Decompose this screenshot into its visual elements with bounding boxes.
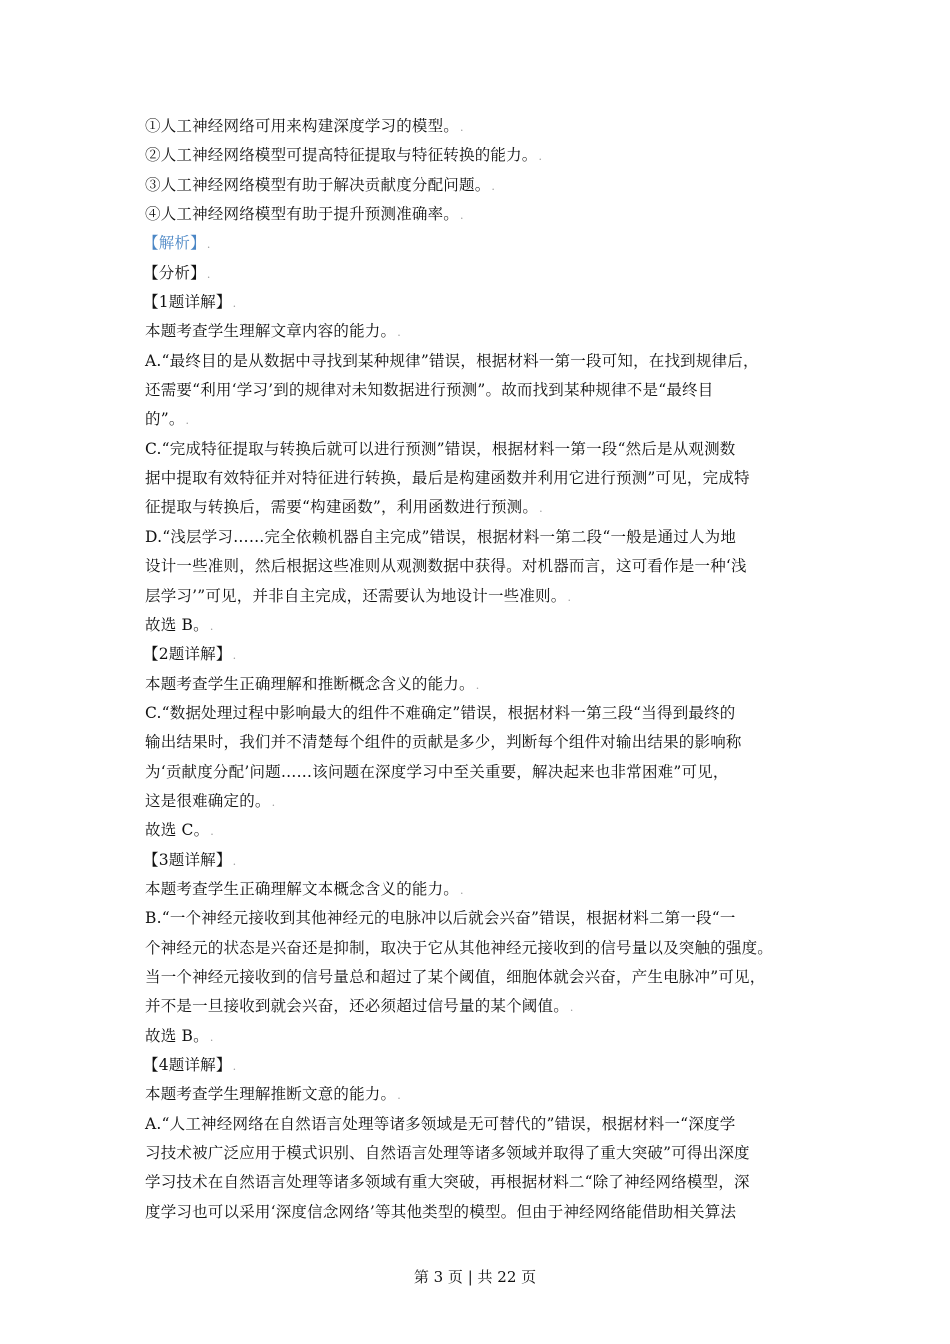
paragraph-mark: . — [209, 1030, 214, 1044]
text-line — [145, 1110, 825, 1139]
paragraph-mark: . — [475, 678, 480, 692]
text-line — [145, 112, 825, 141]
line-text: ④人工神经网络模型有助于提升预测准确率。 — [145, 205, 460, 224]
text-line — [145, 435, 825, 464]
paragraph-mark: . — [567, 590, 572, 604]
paragraph-mark: . — [569, 1001, 574, 1015]
line-text: 习技术被广泛应用于模式识别、自然语言处理等诸多领域并取得了重大突破”可得出深度 — [145, 1144, 750, 1163]
line-text: 据中提取有效特征并对特征进行转换，最后是构建函数并利用它进行预测”可见，完成特 — [145, 469, 750, 488]
section-heading — [143, 229, 825, 258]
line-text: ①人工神经网络可用来构建深度学习的模型。 — [145, 117, 460, 135]
text-line — [145, 1168, 825, 1197]
paragraph-mark: . — [460, 209, 464, 223]
text-line — [145, 464, 825, 493]
text-line — [145, 405, 825, 434]
section-heading — [143, 640, 825, 669]
line-text: 设计一些准则，然后根据这些准则从观测数据中获得。对机器而言，这可看作是一种‘浅 — [145, 557, 747, 576]
line-text: 本题考查学生正确理解和推断概念含义的能力。 — [145, 674, 475, 693]
line-text: 故选 B。 — [145, 1026, 209, 1045]
line-text: 【4题详解】 — [143, 1056, 232, 1074]
text-line — [145, 347, 825, 376]
line-text: 为‘贡献度分配’问题……该问题在深度学习中至关重要，解决起来也非常困难”可见， — [145, 762, 729, 781]
section-heading — [143, 259, 825, 288]
paragraph-mark: . — [397, 1089, 401, 1103]
paragraph-mark: . — [232, 297, 237, 311]
line-text: 征提取与转换后，需要“构建函数”，利用函数进行预测。 — [145, 498, 539, 517]
paragraph-mark: . — [206, 238, 211, 252]
line-text: 这是很难确定的。 — [145, 791, 271, 810]
text-line — [145, 699, 825, 728]
text-line — [145, 904, 825, 933]
text-line — [145, 611, 825, 640]
line-text: 本题考查学生正确理解文本概念含义的能力。 — [145, 879, 460, 898]
line-text: 【3题详解】 — [143, 850, 232, 869]
text-line — [145, 317, 825, 346]
line-text: 【2题详解】 — [143, 645, 232, 664]
paragraph-mark: . — [209, 619, 214, 633]
page-footer: 第 3 页 | 共 22 页 — [413, 1268, 537, 1286]
line-text: A.“最终目的是从数据中寻找到某种规律”错误，根据材料一第一段可知，在找到规律后， — [145, 351, 759, 370]
paragraph-mark: . — [460, 883, 464, 897]
text-line — [145, 1080, 825, 1109]
paragraph-mark: . — [539, 502, 543, 516]
document-body — [145, 112, 825, 1227]
paragraph-mark: . — [538, 150, 543, 164]
line-text: 故选 C。 — [145, 821, 210, 840]
line-text: B.“一个神经元接收到其他神经元的电脉冲以后就会兴奋”错误，根据材料二第一段“一 — [145, 909, 736, 928]
text-line — [145, 582, 825, 611]
line-text: 个神经元的状态是兴奋还是抑制，取决于它从其他神经元接收到的信号量以及突触的强度。 — [145, 938, 774, 957]
paragraph-mark: . — [185, 414, 190, 428]
line-text: 并不是一旦接收到就会兴奋，还必须超过信号量的某个阈值。 — [145, 997, 569, 1016]
text-line — [145, 376, 825, 405]
paragraph-mark: . — [491, 179, 496, 193]
text-line — [145, 963, 825, 992]
line-text: ②人工神经网络模型可提高特征提取与特征转换的能力。 — [145, 146, 538, 165]
line-text: 度学习也可以采用‘深度信念网络’等其他类型的模型。但由于神经网络能借助相关算法 — [145, 1202, 737, 1221]
text-line — [145, 1022, 825, 1051]
text-line — [145, 1139, 825, 1168]
paragraph-mark: . — [232, 854, 237, 868]
text-line — [145, 1198, 825, 1227]
text-line — [145, 816, 825, 845]
line-text: 层学习’”可见，并非自主完成，还需要认为地设计一些准则。 — [145, 586, 567, 605]
paragraph-mark: . — [397, 326, 401, 340]
line-text: A.“人工神经网络在自然语言处理等诸多领域是无可替代的”错误，根据材料一“深度学 — [145, 1114, 736, 1133]
text-line — [145, 875, 825, 904]
text-line — [145, 171, 825, 200]
text-line — [145, 934, 825, 963]
text-line — [145, 200, 825, 229]
text-line — [145, 493, 825, 522]
paragraph-mark: . — [232, 1060, 237, 1073]
paragraph-mark: . — [460, 121, 464, 134]
line-text: 的”。 — [145, 410, 185, 429]
line-text: 输出结果时，我们并不清楚每个组件的贡献是多少，判断每个组件对输出结果的影响称 — [145, 733, 742, 752]
text-line — [145, 787, 825, 816]
text-line — [145, 523, 825, 552]
text-line — [145, 758, 825, 787]
section-heading — [143, 1051, 825, 1080]
paragraph-mark: . — [271, 795, 276, 809]
section-heading — [143, 288, 825, 317]
section-heading — [143, 846, 825, 875]
paragraph-mark: . — [206, 267, 211, 281]
line-text: 本题考查学生理解推断文意的能力。 — [145, 1085, 397, 1104]
line-text: 学习技术在自然语言处理等诸多领域有重大突破，再根据材料二“除了神经网络模型，深 — [145, 1173, 750, 1192]
line-text: 【1题详解】 — [143, 293, 232, 312]
text-line — [145, 552, 825, 581]
text-line — [145, 141, 825, 170]
text-line — [145, 992, 825, 1021]
line-text: 还需要“利用‘学习’到的规律对未知数据进行预测”。故而找到某种规律不是“最终目 — [145, 381, 714, 400]
line-text: D.“浅层学习……完全依赖机器自主完成”错误，根据材料一第二段“一般是通过人为地 — [145, 527, 737, 546]
line-text: 当一个神经元接收到的信号量总和超过了某个阈值，细胞体就会兴奋，产生电脉冲”可见， — [145, 967, 766, 986]
text-line — [145, 670, 825, 699]
line-text: 【解析】 — [143, 234, 206, 253]
line-text: C.“完成特征提取与转换后就可以进行预测”错误，根据材料一第一段“然后是从观测数 — [145, 439, 736, 458]
text-line — [145, 728, 825, 757]
paragraph-mark: . — [232, 649, 237, 663]
line-text: C.“数据处理过程中影响最大的组件不难确定”错误，根据材料一第三段“当得到最终的 — [145, 703, 736, 722]
line-text: 本题考查学生理解文章内容的能力。 — [145, 322, 397, 341]
line-text: 故选 B。 — [145, 615, 209, 634]
line-text: 【分析】 — [143, 263, 206, 282]
paragraph-mark: . — [210, 825, 214, 839]
line-text: ③人工神经网络模型有助于解决贡献度分配问题。 — [145, 175, 491, 194]
